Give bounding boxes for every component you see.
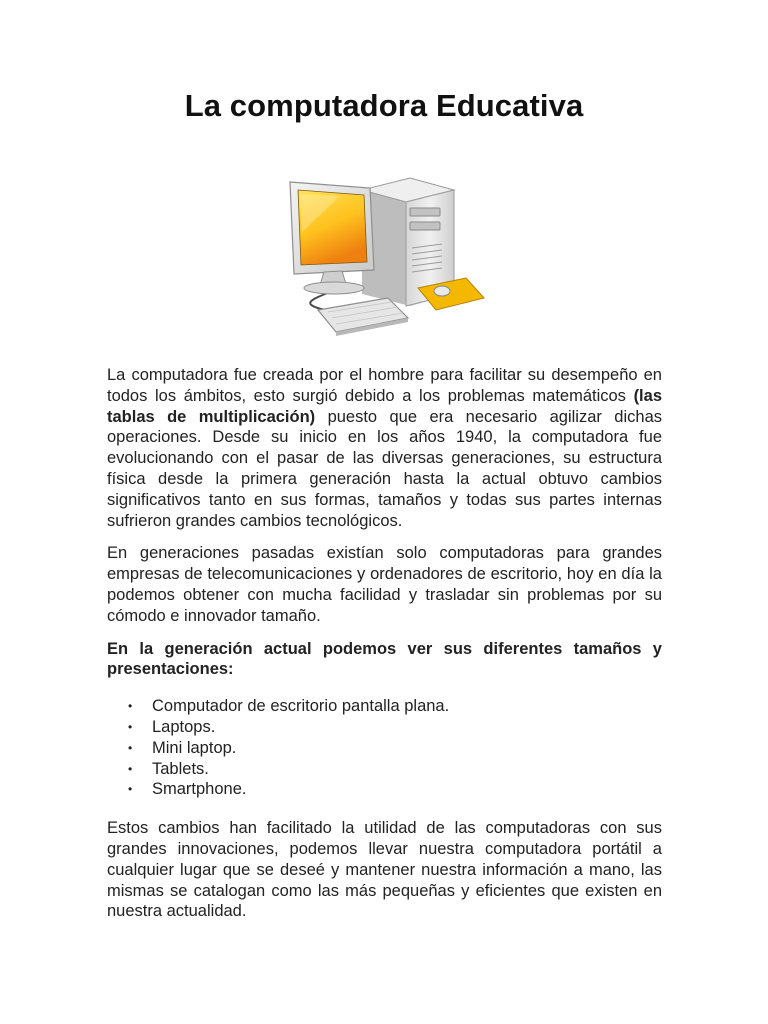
bullet-icon: • <box>128 719 133 734</box>
list-item <box>107 779 662 800</box>
list-item-text: Tablets. <box>152 759 209 778</box>
paragraph-intro-bold: (las tablas de multiplicación) <box>107 386 662 426</box>
list-item-text: Mini laptop. <box>152 738 237 757</box>
list-item-text: Computador de escritorio pantalla plana. <box>152 697 450 716</box>
list-item <box>107 759 662 780</box>
paragraph-conclusion: Estos cambios han facilitado la utilidad de las computadoras con sus grandes innovaciones, podemos llevar nuestra computadora portátil a cualquier lugar que se deseé y mantener nuestra información a mano, las mismas se catalogan como las más pequeñas y eficientes que existen en nuestra actualidad. <box>107 819 662 921</box>
desktop-computer-icon <box>270 172 492 344</box>
bullet-icon: • <box>128 699 133 714</box>
bullet-icon: • <box>128 761 133 776</box>
list-item-text: Smartphone. <box>152 780 247 799</box>
list-item-text: Laptops. <box>152 717 216 736</box>
list-item <box>107 738 662 759</box>
list-item <box>107 696 662 717</box>
paragraph-intro <box>107 365 662 531</box>
paragraph-intro-text-end: puesto que era necesario agilizar dichas operaciones. Desde su inicio en los años 1940, la computadora fue evolucionando con el pasar de las diversas generaciones, su estructura física desde la primera generación hasta la actual obtuvo cambios significativos tanto en sus formas, tamaños y todas sus partes internas sufrieron grandes cambios tecnológicos. <box>107 407 662 530</box>
paragraph-generations: En generaciones pasadas existían solo computadoras para grandes empresas de telecomunicaciones y ordenadores de escritorio, hoy en día la podemos obtener con mucha facilidad y trasladar sin problemas por su cómodo e innovador tamaño. <box>107 544 662 625</box>
device-list <box>107 696 662 800</box>
paragraph-intro-text: La computadora fue creada por el hombre para facilitar su desempeño en todos los ámbitos, esto surgió debido a los problemas matemáticos <box>107 366 662 405</box>
list-item <box>107 717 662 738</box>
paragraph-current-generation: En la generación actual podemos ver sus diferentes tamaños y presentaciones: <box>107 639 662 679</box>
bullet-icon: • <box>128 782 133 797</box>
page-title: La computadora Educativa <box>184 88 584 123</box>
document-body <box>107 365 662 922</box>
bullet-icon: • <box>128 740 133 755</box>
